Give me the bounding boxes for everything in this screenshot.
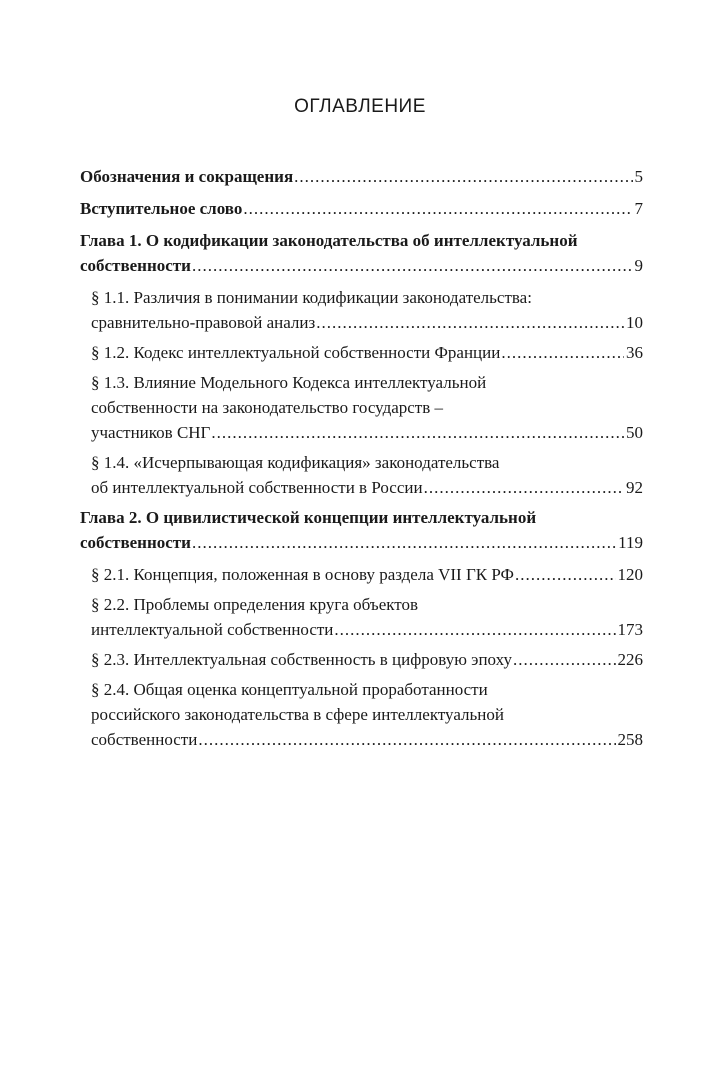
page-number: 119	[618, 533, 643, 552]
toc-entry-line: сравнительно-правовой анализ	[91, 313, 316, 332]
dot-leader	[515, 562, 616, 587]
page-number: 226	[617, 650, 643, 669]
toc-entry-last-line	[91, 340, 643, 365]
toc-entry-line: участников СНГ	[91, 423, 211, 442]
dot-leader	[211, 420, 624, 445]
toc-entry-last-line	[91, 475, 643, 500]
dot-leader	[294, 164, 632, 189]
page-number: 9	[634, 256, 643, 275]
toc-entry-last-line	[80, 253, 643, 278]
toc-entry-line: российского законодательства в сфере интеллектуальной	[91, 705, 504, 724]
table-of-contents	[80, 164, 643, 757]
toc-chapter-entry[interactable]	[80, 196, 643, 221]
toc-entry-line: § 1.3. Влияние Модельного Кодекса интеллектуальной	[91, 373, 487, 392]
toc-entry-last-line	[80, 196, 643, 221]
toc-entry-line: об интеллектуальной собственности в России	[91, 478, 423, 497]
toc-entry-line: § 1.4. «Исчерпывающая кодификация» законодательства	[91, 453, 500, 472]
toc-chapter-entry[interactable]	[80, 228, 643, 278]
dot-leader	[192, 253, 633, 278]
toc-section-entry[interactable]	[80, 677, 643, 752]
toc-entry-last-line	[91, 562, 643, 587]
toc-section-entry[interactable]	[80, 285, 643, 335]
toc-entry-line: Обозначения и сокращения	[80, 167, 294, 186]
dot-leader	[316, 310, 624, 335]
toc-entry-line: собственности	[80, 533, 191, 552]
toc-entry-line: Глава 2. О цивилистической концепции интеллектуальной	[80, 508, 537, 527]
toc-chapter-entry[interactable]	[80, 505, 643, 555]
page-number: 173	[617, 620, 643, 639]
toc-entry-line: § 2.3. Интеллектуальная собственность в цифровую эпоху	[91, 650, 512, 669]
page-number: 92	[626, 478, 643, 497]
toc-entry-title	[80, 196, 643, 221]
toc-entry-line: интеллектуальной собственности	[91, 620, 334, 639]
toc-entry-line: собственности	[80, 256, 191, 275]
toc-entry-title	[80, 164, 643, 189]
toc-entry-title	[91, 592, 643, 642]
toc-entry-line: § 2.1. Концепция, положенная в основу раздела VII ГК РФ	[91, 565, 514, 584]
toc-section-entry[interactable]	[80, 592, 643, 642]
toc-entry-title	[80, 505, 643, 555]
dot-leader	[243, 196, 632, 221]
toc-entry-title	[91, 450, 643, 500]
toc-entry-title	[80, 228, 643, 278]
page-number: 7	[634, 199, 643, 218]
toc-section-entry[interactable]	[80, 647, 643, 672]
page-number: 36	[626, 343, 643, 362]
toc-entry-title	[91, 340, 643, 365]
toc-entry-last-line	[80, 530, 643, 555]
toc-entry-line: Глава 1. О кодификации законодательства об интеллектуальной	[80, 231, 578, 250]
toc-entry-title	[91, 370, 643, 445]
toc-entry-last-line	[91, 617, 643, 642]
toc-section-entry[interactable]	[80, 370, 643, 445]
page-number: 50	[626, 423, 643, 442]
toc-section-entry[interactable]	[80, 340, 643, 365]
page-title: ОГЛАВЛЕНИЕ	[294, 96, 426, 117]
toc-section-entry[interactable]	[80, 450, 643, 500]
toc-entry-last-line	[91, 727, 643, 752]
dot-leader	[424, 475, 624, 500]
dot-leader	[198, 727, 615, 752]
dot-leader	[192, 530, 616, 555]
toc-entry-line: Вступительное слово	[80, 199, 243, 218]
toc-entry-title	[91, 285, 643, 335]
toc-entry-title	[91, 647, 643, 672]
toc-entry-line: собственности	[91, 730, 198, 749]
dot-leader	[501, 340, 624, 365]
page-number: 120	[617, 565, 643, 584]
toc-entry-line: § 2.4. Общая оценка концептуальной проработанности	[91, 680, 488, 699]
page-number: 258	[617, 730, 643, 749]
toc-chapter-entry[interactable]	[80, 164, 643, 189]
toc-section-entry[interactable]	[80, 562, 643, 587]
toc-entry-line: § 1.1. Различия в понимании кодификации законодательства:	[91, 288, 532, 307]
toc-entry-last-line	[80, 164, 643, 189]
page-number: 10	[626, 313, 643, 332]
toc-entry-last-line	[91, 647, 643, 672]
toc-entry-title	[91, 677, 643, 752]
page-number: 5	[634, 167, 643, 186]
toc-entry-title	[91, 562, 643, 587]
dot-leader	[513, 647, 616, 672]
toc-entry-last-line	[91, 420, 643, 445]
dot-leader	[334, 617, 615, 642]
toc-entry-line: собственности на законодательство государств –	[91, 398, 444, 417]
toc-entry-line: § 1.2. Кодекс интеллектуальной собственности Франции	[91, 343, 501, 362]
toc-entry-last-line	[91, 310, 643, 335]
toc-entry-line: § 2.2. Проблемы определения круга объектов	[91, 595, 419, 614]
